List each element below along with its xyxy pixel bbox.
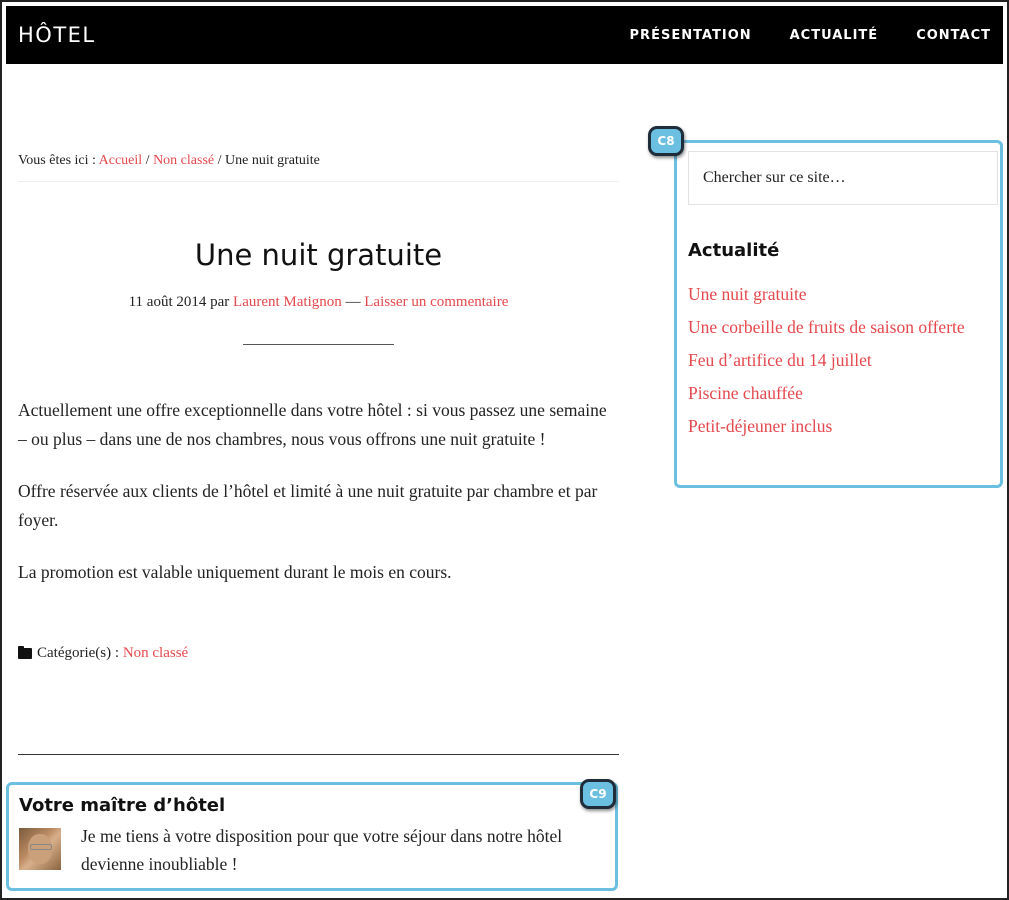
list-item <box>688 379 978 407</box>
author-box-title: Votre maître d’hôtel <box>19 795 226 816</box>
post-date: 11 août 2014 <box>128 294 207 310</box>
post-categories <box>18 645 188 662</box>
breadcrumb-current: Une nuit gratuite <box>225 153 320 168</box>
callout-badge-c8: C8 <box>648 126 684 156</box>
avatar <box>19 828 61 870</box>
recent-post-link[interactable]: Une corbeille de fruits de saison offerte <box>688 317 965 337</box>
breadcrumb-prefix: Vous êtes ici : <box>18 153 99 168</box>
post-by: par <box>206 294 234 310</box>
nav-item-presentation[interactable]: PRÉSENTATION <box>629 27 752 43</box>
recent-post-link[interactable]: Feu d’artifice du 14 juillet <box>688 350 872 370</box>
post-paragraph: Actuellement une offre exceptionnelle dans votre hôtel : si vous passez une semaine – ou plus – dans une de nos chambres, nous vous offrons une nuit gratuite ! <box>18 400 607 449</box>
category-label: Catégorie(s) : <box>37 645 120 661</box>
post-author-link[interactable]: Laurent Matignon <box>233 294 342 310</box>
post-paragraph: Offre réservée aux clients de l’hôtel et limité à une nuit gratuite par chambre et par foyer. <box>18 481 598 530</box>
post-content <box>18 396 619 610</box>
callout-badge-c9: C9 <box>580 779 616 809</box>
main-nav <box>592 28 991 43</box>
site-header <box>6 6 1003 64</box>
post-paragraph: La promotion est valable uniquement durant le mois en cours. <box>18 562 452 582</box>
meta-dash: — <box>341 294 365 310</box>
nav-item-actualite[interactable]: ACTUALITÉ <box>789 27 879 43</box>
category-link[interactable]: Non classé <box>122 645 189 661</box>
recent-posts-list <box>688 280 978 445</box>
breadcrumb <box>18 153 619 182</box>
recent-post-link[interactable]: Une nuit gratuite <box>688 284 807 304</box>
content-divider <box>18 754 619 755</box>
nav-item-contact[interactable]: CONTACT <box>916 27 991 43</box>
list-item <box>688 313 978 341</box>
breadcrumb-category-link[interactable]: Non classé <box>153 153 215 168</box>
breadcrumb-separator: / <box>214 153 225 168</box>
breadcrumb-home-link[interactable]: Accueil <box>98 153 143 168</box>
title-divider <box>243 344 394 345</box>
widget-title-actualite: Actualité <box>688 240 780 261</box>
list-item <box>688 346 978 374</box>
folder-icon <box>18 648 32 659</box>
breadcrumb-separator: / <box>142 153 154 168</box>
author-row <box>19 828 605 878</box>
site-logo[interactable]: HÔTEL <box>18 23 96 47</box>
recent-post-link[interactable]: Piscine chauffée <box>688 383 803 403</box>
search-input[interactable] <box>688 151 998 205</box>
list-item <box>688 412 978 440</box>
list-item <box>688 280 978 308</box>
post-meta <box>18 294 619 311</box>
leave-comment-link[interactable]: Laisser un commentaire <box>364 294 509 310</box>
author-description: Je me tiens à votre disposition pour que votre séjour dans notre hôtel devienne inoubliable ! <box>81 826 563 874</box>
post-title: Une nuit gratuite <box>194 238 443 272</box>
recent-post-link[interactable]: Petit-déjeuner inclus <box>688 416 833 436</box>
author-box <box>6 782 618 891</box>
